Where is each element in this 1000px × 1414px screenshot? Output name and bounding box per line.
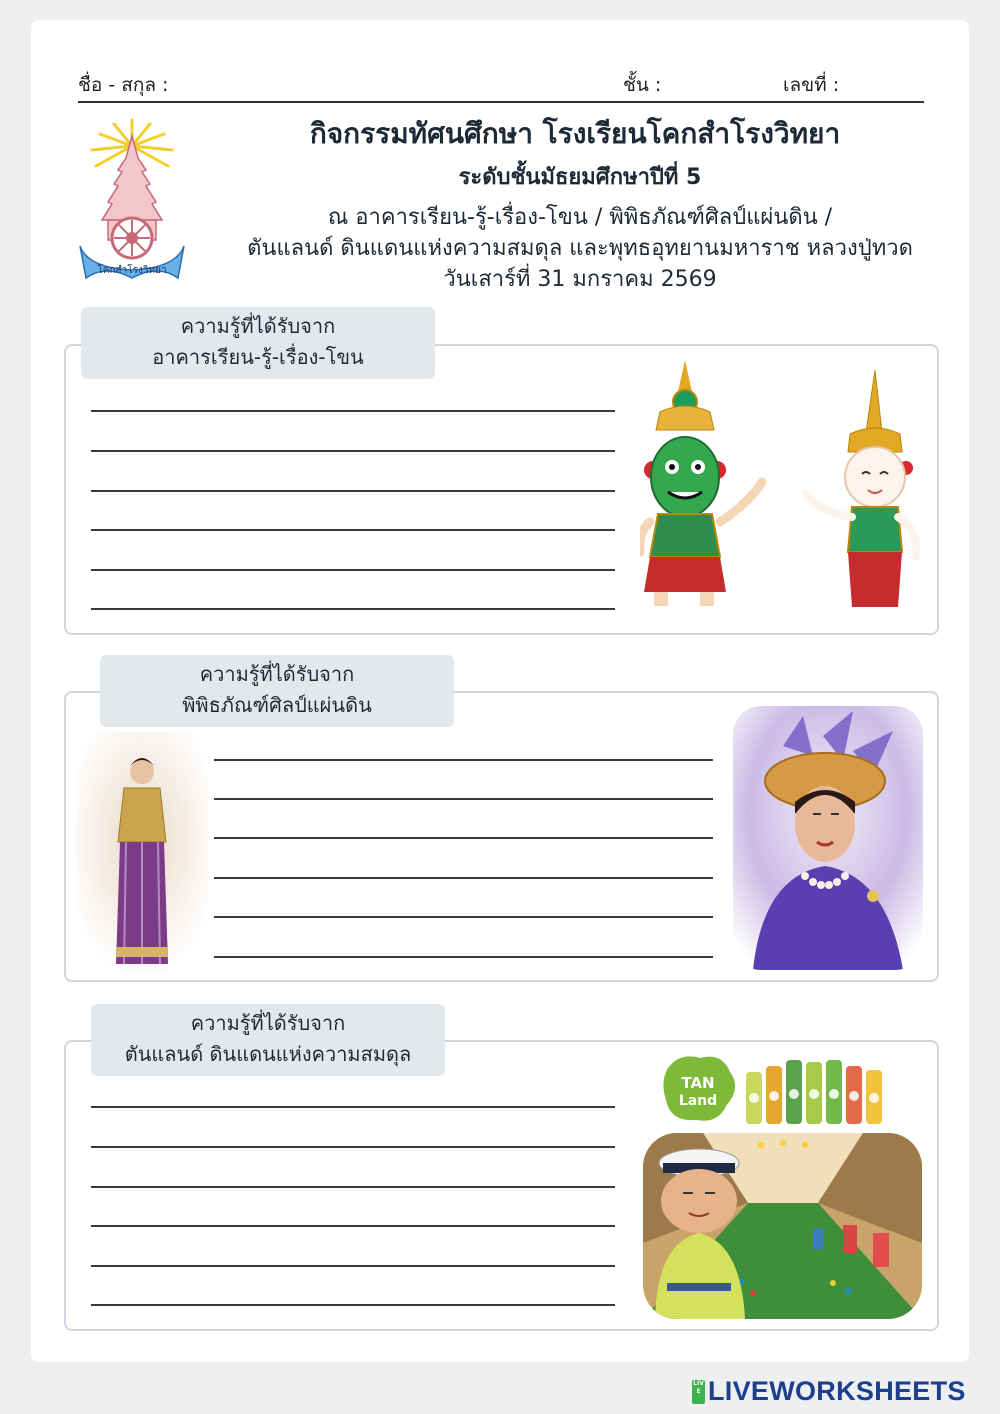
liveworksheets-logo-icon: LIVE	[692, 1380, 705, 1404]
venue-line: ตันแลนด์ ดินแดนแห่งความสมดุล และพุทธอุทยานมหาราช หลวงปู่ทวด	[247, 236, 913, 261]
section-label-line: ตันแลนด์ ดินแดนแห่งความสมดุล	[124, 1042, 412, 1066]
venue-line: ณ อาคารเรียน-รู้-เรื่อง-โขน / พิพิธภัณฑ์ศิลป์แผ่นดิน /	[327, 205, 833, 230]
tanland-exhibition-photo-frame	[643, 1133, 922, 1319]
answer-line[interactable]	[91, 1146, 615, 1148]
section-label-line: ความรู้ที่ได้รับจาก	[180, 314, 336, 338]
nang-dancer-figure	[806, 370, 917, 607]
answer-line[interactable]	[91, 1304, 615, 1306]
answer-line[interactable]	[214, 877, 713, 879]
answer-line[interactable]	[91, 490, 615, 492]
liveworksheets-watermark[interactable]	[692, 1378, 992, 1406]
answer-line[interactable]	[214, 759, 713, 761]
answer-line[interactable]	[91, 1186, 615, 1188]
answer-line[interactable]	[214, 916, 713, 918]
tanland-exhibition-photo	[643, 1133, 922, 1319]
answer-line[interactable]	[214, 956, 713, 958]
venue-info	[200, 202, 960, 295]
page-subtitle: ระดับชั้นมัธยมศึกษาปีที่ 5	[458, 165, 702, 190]
khon-characters-illustration	[640, 352, 920, 622]
section-label-line: พิพิธภัณฑ์ศิลป์แผ่นดิน	[182, 693, 372, 717]
section-khon-label	[81, 307, 435, 379]
answer-line[interactable]	[214, 837, 713, 839]
answer-line[interactable]	[91, 608, 615, 610]
logo-text: โคกสำโรงวิทยา	[97, 265, 167, 276]
section-tanland-label	[91, 1004, 445, 1076]
answer-line[interactable]	[91, 569, 615, 571]
class-label: ชั้น :	[623, 74, 662, 96]
section-label-line: ความรู้ที่ได้รับจาก	[190, 1011, 346, 1035]
queen-thai-dress-portrait	[76, 732, 208, 972]
section-label-line: อาคารเรียน-รู้-เรื่อง-โขน	[152, 345, 364, 369]
answer-line[interactable]	[91, 1265, 615, 1267]
answer-line[interactable]	[91, 1225, 615, 1227]
section-museum-label	[100, 655, 454, 727]
section-label-line: ความรู้ที่ได้รับจาก	[199, 662, 355, 686]
yak-demon-figure	[640, 360, 762, 606]
queen-portrait-frame	[733, 706, 923, 970]
page-title: กิจกรรมทัศนศึกษา โรงเรียนโคกสำโรงวิทยา	[309, 117, 841, 150]
queen-portrait	[733, 706, 923, 970]
answer-line[interactable]	[91, 410, 615, 412]
number-label: เลขที่ :	[783, 74, 840, 96]
school-logo	[78, 118, 186, 283]
venue-line: วันเสาร์ที่ 31 มกราคม 2569	[443, 267, 717, 292]
answer-line[interactable]	[91, 529, 615, 531]
answer-line[interactable]	[91, 450, 615, 452]
answer-line[interactable]	[214, 798, 713, 800]
liveworksheets-text: LIVEWORKSHEETS	[708, 1376, 966, 1406]
answer-line[interactable]	[91, 1106, 615, 1108]
tea-bottles	[746, 1060, 882, 1124]
tanland-logo-text-2: Land	[678, 1093, 718, 1109]
header-name-line[interactable]	[78, 101, 924, 103]
name-label: ชื่อ - สกุล :	[78, 74, 169, 96]
tanland-logo-and-bottles	[660, 1048, 900, 1130]
tanland-logo-text-1: TAN	[681, 1074, 715, 1092]
